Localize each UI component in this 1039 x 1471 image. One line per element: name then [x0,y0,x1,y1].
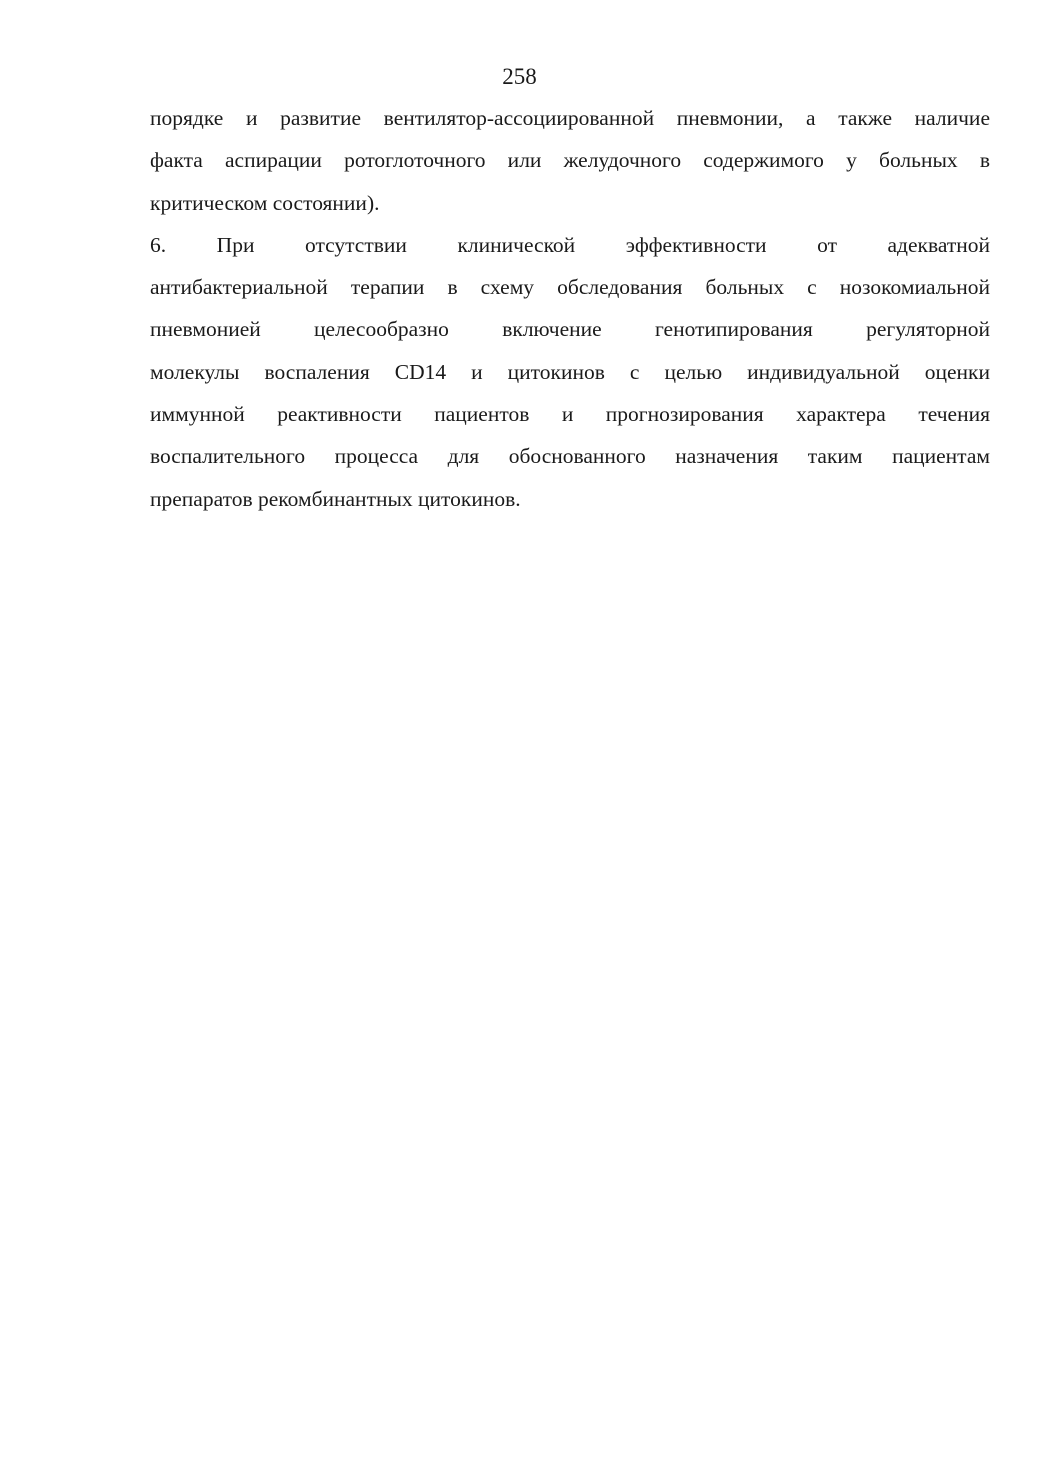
text-line: молекулы воспаления CD14 и цитокинов с целью индивидуальной оценки [150,359,990,384]
body-text [150,97,990,520]
text-line: антибактериальной терапии в схему обследования больных с нозокомиальной [150,275,990,300]
text-line: воспалительного процесса для обоснованного назначения таким пациентам [150,444,990,469]
paragraph-item-6 [150,224,990,520]
text-line: препаратов рекомбинантных цитокинов. [150,486,521,511]
text-line: иммунной реактивности пациентов и прогнозирования характера течения [150,402,990,427]
text-line: пневмонией целесообразно включение генотипирования регуляторной [150,317,990,342]
text-line: порядке и развитие вентилятор-ассоциированной пневмонии, а также наличие [150,106,990,130]
page-number: 258 [502,64,537,89]
paragraph-continuation [150,97,990,224]
text-line: факта аспирации ротоглоточного или желудочного содержимого у больных в [150,148,990,173]
text-line: 6. При отсутствии клинической эффективности от адекватной [150,232,990,257]
text-line: критическом состоянии). [150,190,380,215]
